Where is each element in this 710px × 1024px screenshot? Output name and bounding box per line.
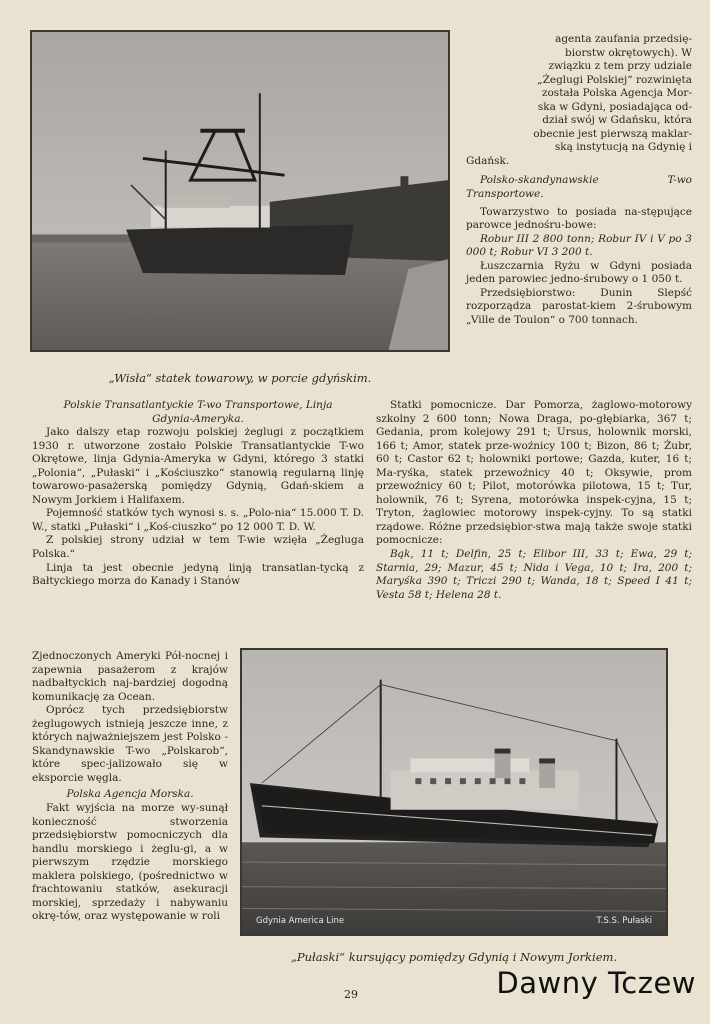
right-line-8: obecnie jest pierwszą maklar- xyxy=(533,127,692,140)
photo-wisla-ship xyxy=(30,30,450,352)
right-top-column xyxy=(466,33,692,327)
left-para-4: Linja ta jest obecnie jedyną linją transatlan-tycką z Bałtyckiego morza do Kanady i Stanów xyxy=(32,561,364,588)
watermark-dawny-tczew: Dawny Tczew xyxy=(496,966,696,1000)
ship-illustration-pulaski xyxy=(242,650,666,934)
ship-illustration-wisla xyxy=(32,32,448,350)
left-narrow-para-2: Oprócz tych przedsiębiorstw żeglugowych istnieją jeszcze inne, z których najważniejszem jest Polsko - Skandynawskie T-wo „Polskarob“, które spec-jalizowało się w eksporcie węgla. xyxy=(32,704,228,784)
right-line-9: ską instytucją na Gdynię i xyxy=(554,141,692,154)
left-heading-transatlantyckie: Polskie Transatlantyckie T-wo Transportowe, Linja Gdynia-Ameryka. xyxy=(63,399,333,425)
left-heading-agencja: Polska Agencja Morska. xyxy=(66,788,194,801)
right-line-7: dział swój w Gdańsku, która xyxy=(542,114,692,127)
right-line-10: Gdańsk. xyxy=(466,154,510,167)
photo1-caption: „Wisła“ statek towarowy, w porcie gdyńskim. xyxy=(108,371,372,385)
left-column-upper xyxy=(32,399,364,589)
photo2-label-right: T.S.S. Pułaski xyxy=(596,916,652,926)
right-heading-polsko-skandynawskie: Polsko-skandynawskie T-wo Transportowe. xyxy=(466,174,692,201)
right-line-5: została Polska Agencja Mor- xyxy=(541,87,692,100)
statki-pomocnicze-para: Statki pomocnicze. Dar Pomorza, żaglowo-motorowy szkolny 2 600 tonn; Nowa Draga, po-głębiarka, 367 t; Gedania, prom kolejowy 291 t; Ursus, holownik morski, 166 t; Amor, statek prze-woźnicy 100 t; Bizon, 86 t; Żubr, 60 t; Castor 62 t; holowniki portowe; Gazda, kuter, 16 t; Ma-ryśka, statek przewoźnicy 40 t; Oksywie, prom przewoźnicy 60 t; Pilot, motorówka pilotowa, 15 t; Tur, holownik, 76 t; Syrena, motorówka inspek-cyjna, 15 t; Tryton, żaglowiec motorowy inspek-cyjny. To są statki rządowe. Różne przedsiębior-stwa mają także swoje statki pomocnicze: xyxy=(376,399,692,547)
right-line-2: biorstw okrętowych). W xyxy=(565,46,692,59)
left-para-1: Jako dalszy etap rozwoju polskiej żeglugi z początkiem 1930 r. utworzone zostało Polskie Transatlantyckie T-wo Okrętowe, linja Gdynia-Ameryka w Gdyni, którego 3 statki „Polonia“, „Pułaski“ i „Kościuszko“ stanowią regularną linję towarowo-pasażerską pomiędzy Gdynią, Gdań-skiem a Nowym Jorkiem i Halifaxem. xyxy=(32,426,364,506)
left-narrow-para-1: Zjednoczonych Ameryki Pół-nocnej i zapewnia pasażerom z krajów nadbałtyckich naj-bardziej dogodną komunikację za Ocean. xyxy=(32,650,228,703)
statki-pomocnicze-block xyxy=(376,399,692,602)
right-line-4: „Żeglugi Polskiej“ rozwinięta xyxy=(537,73,692,86)
left-para-3: Z polskiej strony udział w tem T-wie wzięła „Żegluga Polska.“ xyxy=(32,534,364,561)
right-line-1: agenta zaufania przedsię- xyxy=(555,33,692,45)
right-para-1: Towarzystwo to posiada na-stępujące parowce jednośru-bowe: xyxy=(466,205,692,232)
page-number: 29 xyxy=(344,988,358,1001)
right-line-6: ska w Gdyni, posiadająca od- xyxy=(537,100,692,113)
right-line-3: związku z tem przy udziale xyxy=(548,60,692,73)
photo2-label-left: Gdynia America Line xyxy=(256,916,345,926)
right-para-luszczarnia: Łuszczarnia Ryżu w Gdyni posiada jeden parowiec jedno-śrubowy o 1 050 t. xyxy=(466,259,692,286)
left-narrow-para-3: Fakt wyjścia na morze wy-sunął konieczność stworzenia przedsiębiorstw pomocniczych dla handlu morskiego i żeglu-gi, a w pierwszym rzędzie morskiego maklera polskiego, (pośrednictwo w frachtowaniu statków, asekuracji morskiej, sprzedaży i nabywaniu okrę-tów, oraz występowanie w roli xyxy=(32,802,228,923)
right-para-dunin: Przedsiębiorstwo: Dunin Slepść rozporządza parostat-kiem 2-śrubowym „Ville de Toulon“ o 700 tonnach. xyxy=(466,286,692,326)
statki-list-para: Bąk, 11 t; Delfin, 25 t; Elibor III, 33 t; Ewa, 29 t; Starnia, 29; Mazur, 45 t; Nida i Vega, 10 t; Ira, 200 t; Maryśka 390 t; Triczi 290 t; Wanda, 18 t; Speed I 41 t; Vesta 58 t; Helena 28 t. xyxy=(376,548,692,601)
left-para-2: Pojemność statków tych wynosi s. s. „Polo-nia“ 15.000 T. D. W., statki „Pułaski“ i „Koś-ciuszko“ po 12 000 T. D. W. xyxy=(32,507,364,533)
photo-pulaski-ship xyxy=(240,648,668,936)
right-para-robur: Robur III 2 800 tonn; Robur IV i V po 3 000 t; Robur VI 3 200 t. xyxy=(466,232,692,259)
photo2-caption: „Pułaski“ kursujący pomiędzy Gdynią i Nowym Jorkiem. xyxy=(290,950,618,964)
left-column-narrow xyxy=(32,650,228,924)
